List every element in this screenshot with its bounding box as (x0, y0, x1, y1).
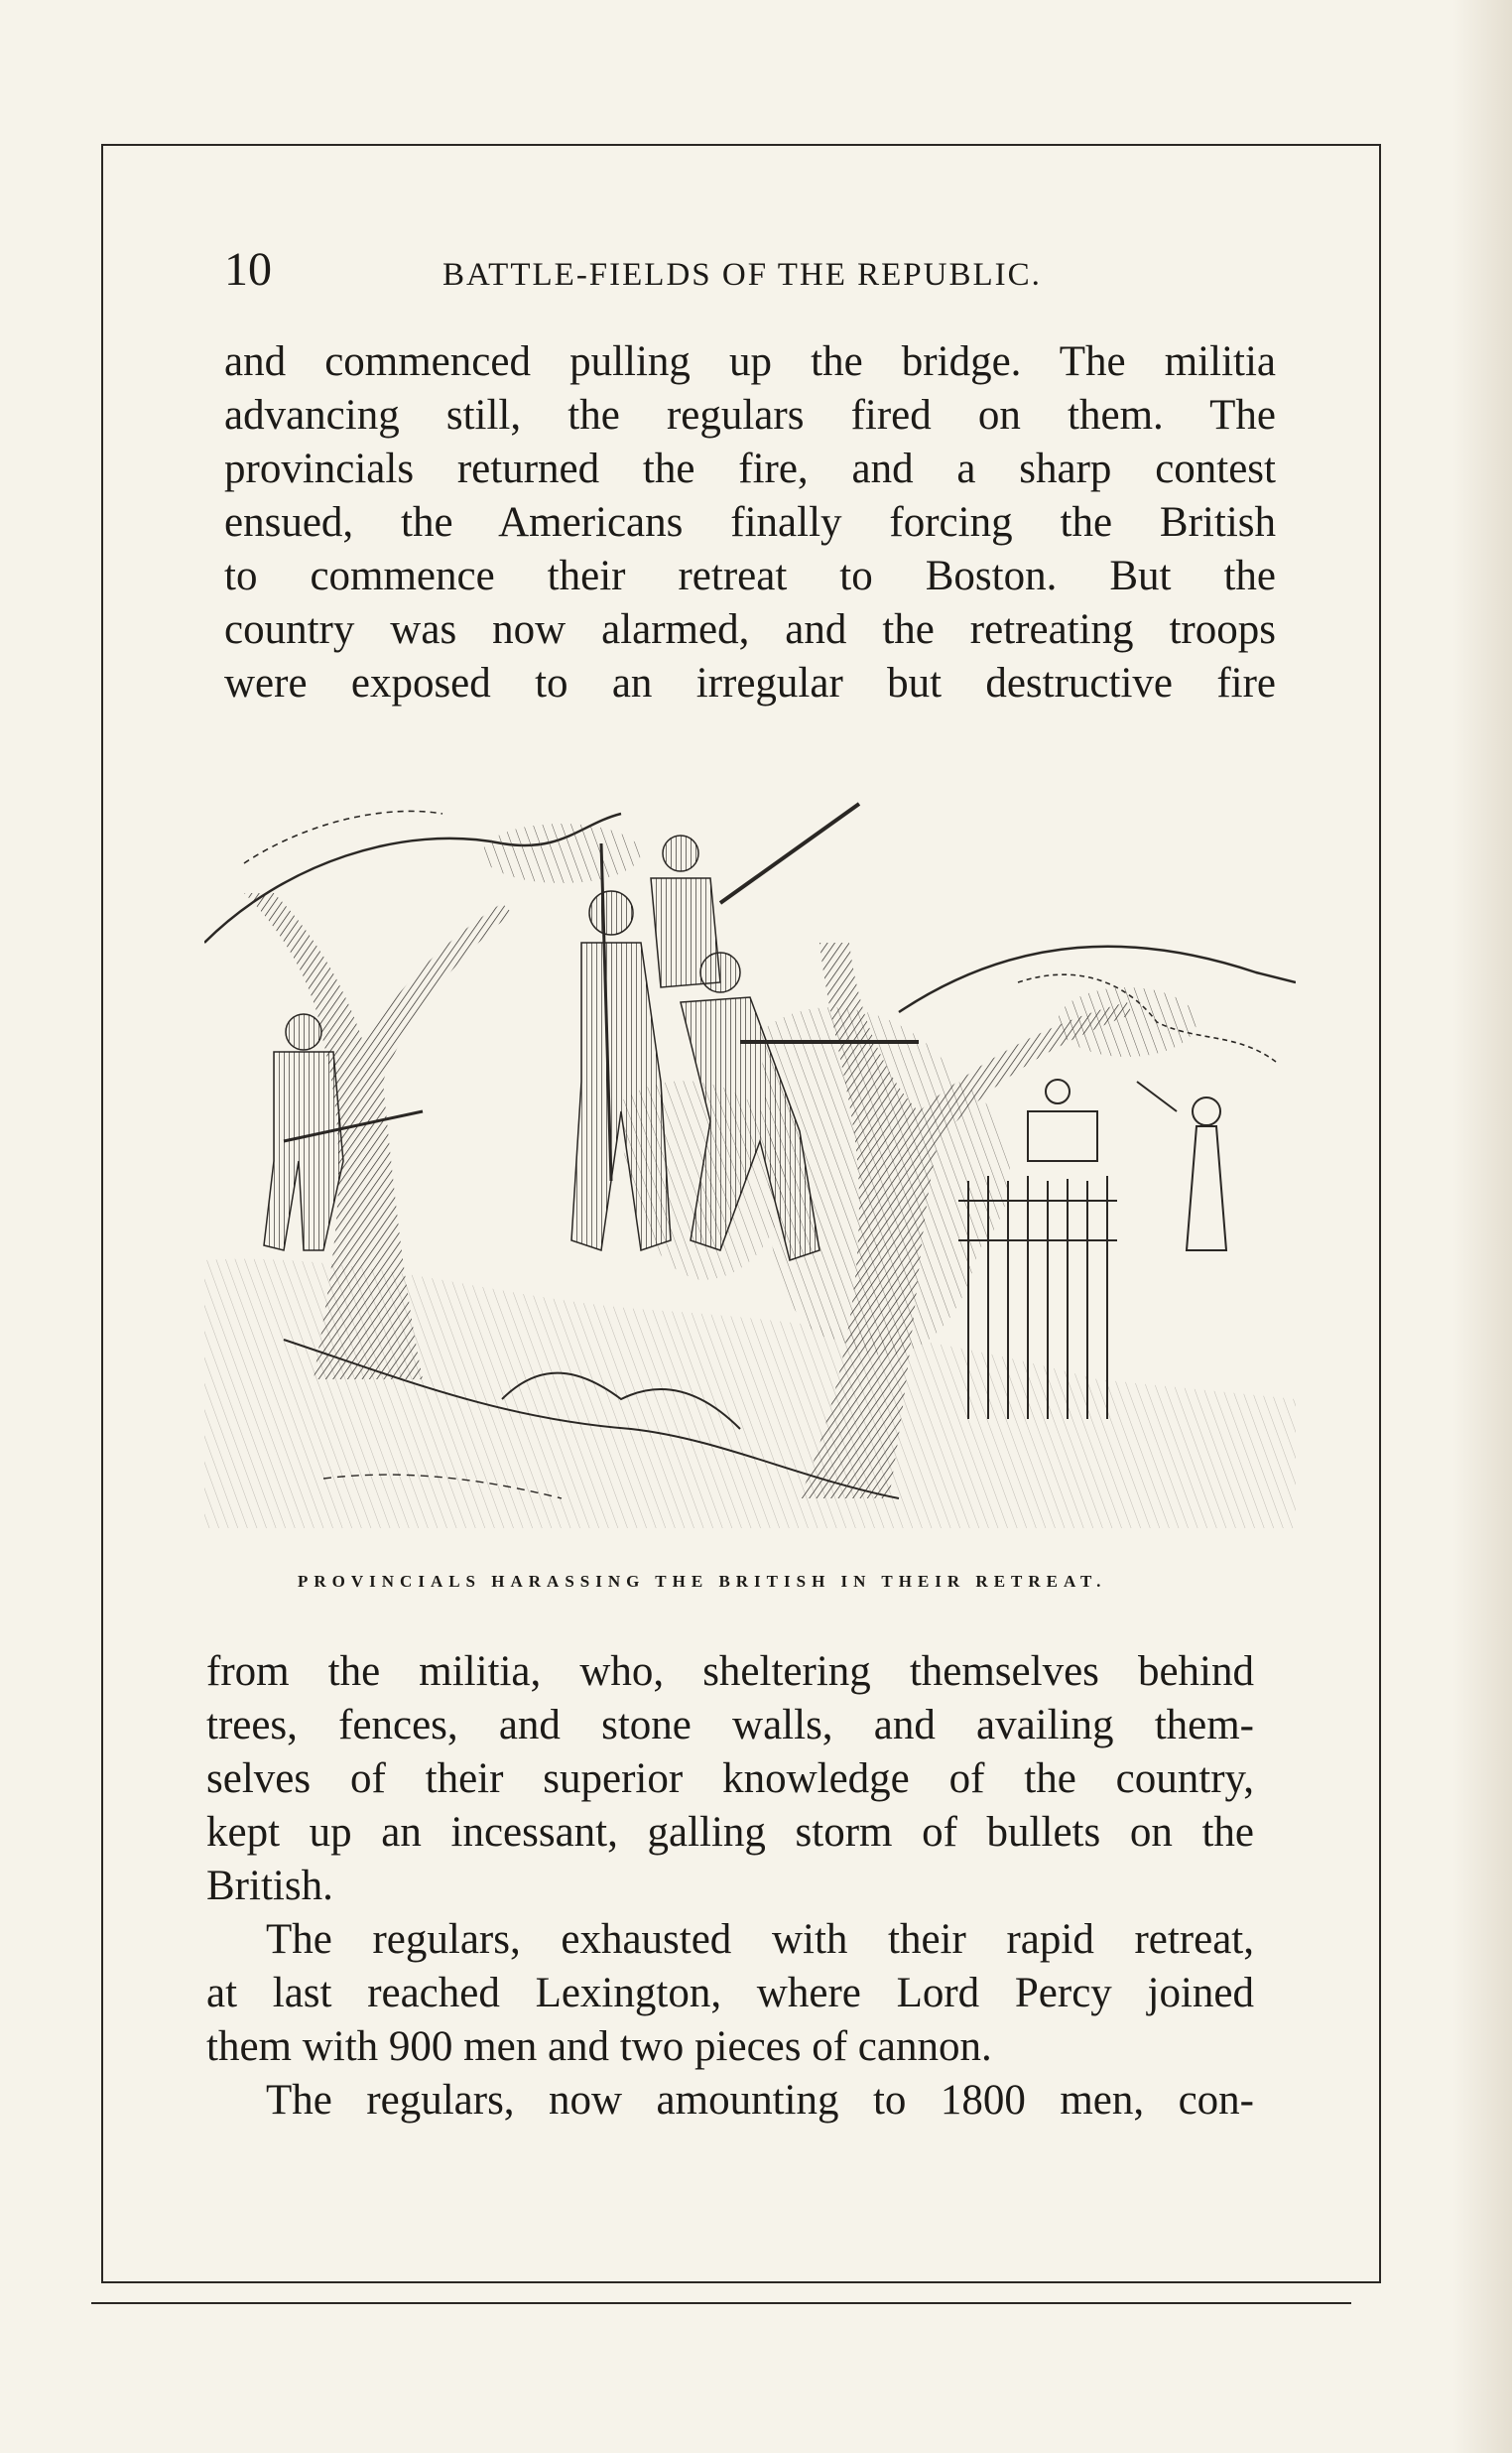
text-line: to commence their retreat to Boston. But the (224, 553, 1276, 599)
page-border-rule (91, 2302, 1351, 2304)
paragraph-3 (206, 1913, 1254, 2074)
paragraph-2 (206, 1645, 1254, 1913)
text-line: selves of their superior knowledge of the country, (206, 1755, 1254, 1802)
page-header (224, 240, 1077, 300)
text-line: and commenced pulling up the bridge. The militia (224, 338, 1276, 385)
page-number: 10 (224, 243, 272, 296)
text-line: provincials returned the fire, and a sharp contest (224, 446, 1276, 492)
running-head: BATTLE-FIELDS OF THE REPUBLIC. (442, 257, 1042, 293)
paragraph-4 (206, 2074, 1254, 2128)
battle-engraving-illustration (204, 784, 1296, 1528)
text-line: them with 900 men and two pieces of cannon. (206, 2023, 992, 2070)
text-line: advancing still, the regulars fired on them. The (224, 392, 1276, 439)
paragraph-1 (224, 335, 1276, 710)
text-line: trees, fences, and stone walls, and availing them- (206, 1702, 1254, 1748)
text-line: country was now alarmed, and the retreating troops (224, 606, 1276, 653)
text-line: kept up an incessant, galling storm of bullets on the (206, 1809, 1254, 1856)
text-line: at last reached Lexington, where Lord Percy joined (206, 1970, 1254, 2016)
text-line: were exposed to an irregular but destructive fire (224, 660, 1276, 707)
text-line: British. (206, 1863, 333, 1909)
text-line: ensued, the Americans finally forcing the British (224, 499, 1276, 546)
text-line: The regulars, exhausted with their rapid retreat, (266, 1916, 1254, 1963)
text-line: from the militia, who, sheltering themselves behind (206, 1648, 1254, 1695)
illustration-caption: PROVINCIALS HARASSING THE BRITISH IN THEIR RETREAT. (298, 1572, 1107, 1591)
text-line: The regulars, now amounting to 1800 men, con- (266, 2077, 1254, 2124)
page-edge-shadow (1452, 0, 1512, 2453)
